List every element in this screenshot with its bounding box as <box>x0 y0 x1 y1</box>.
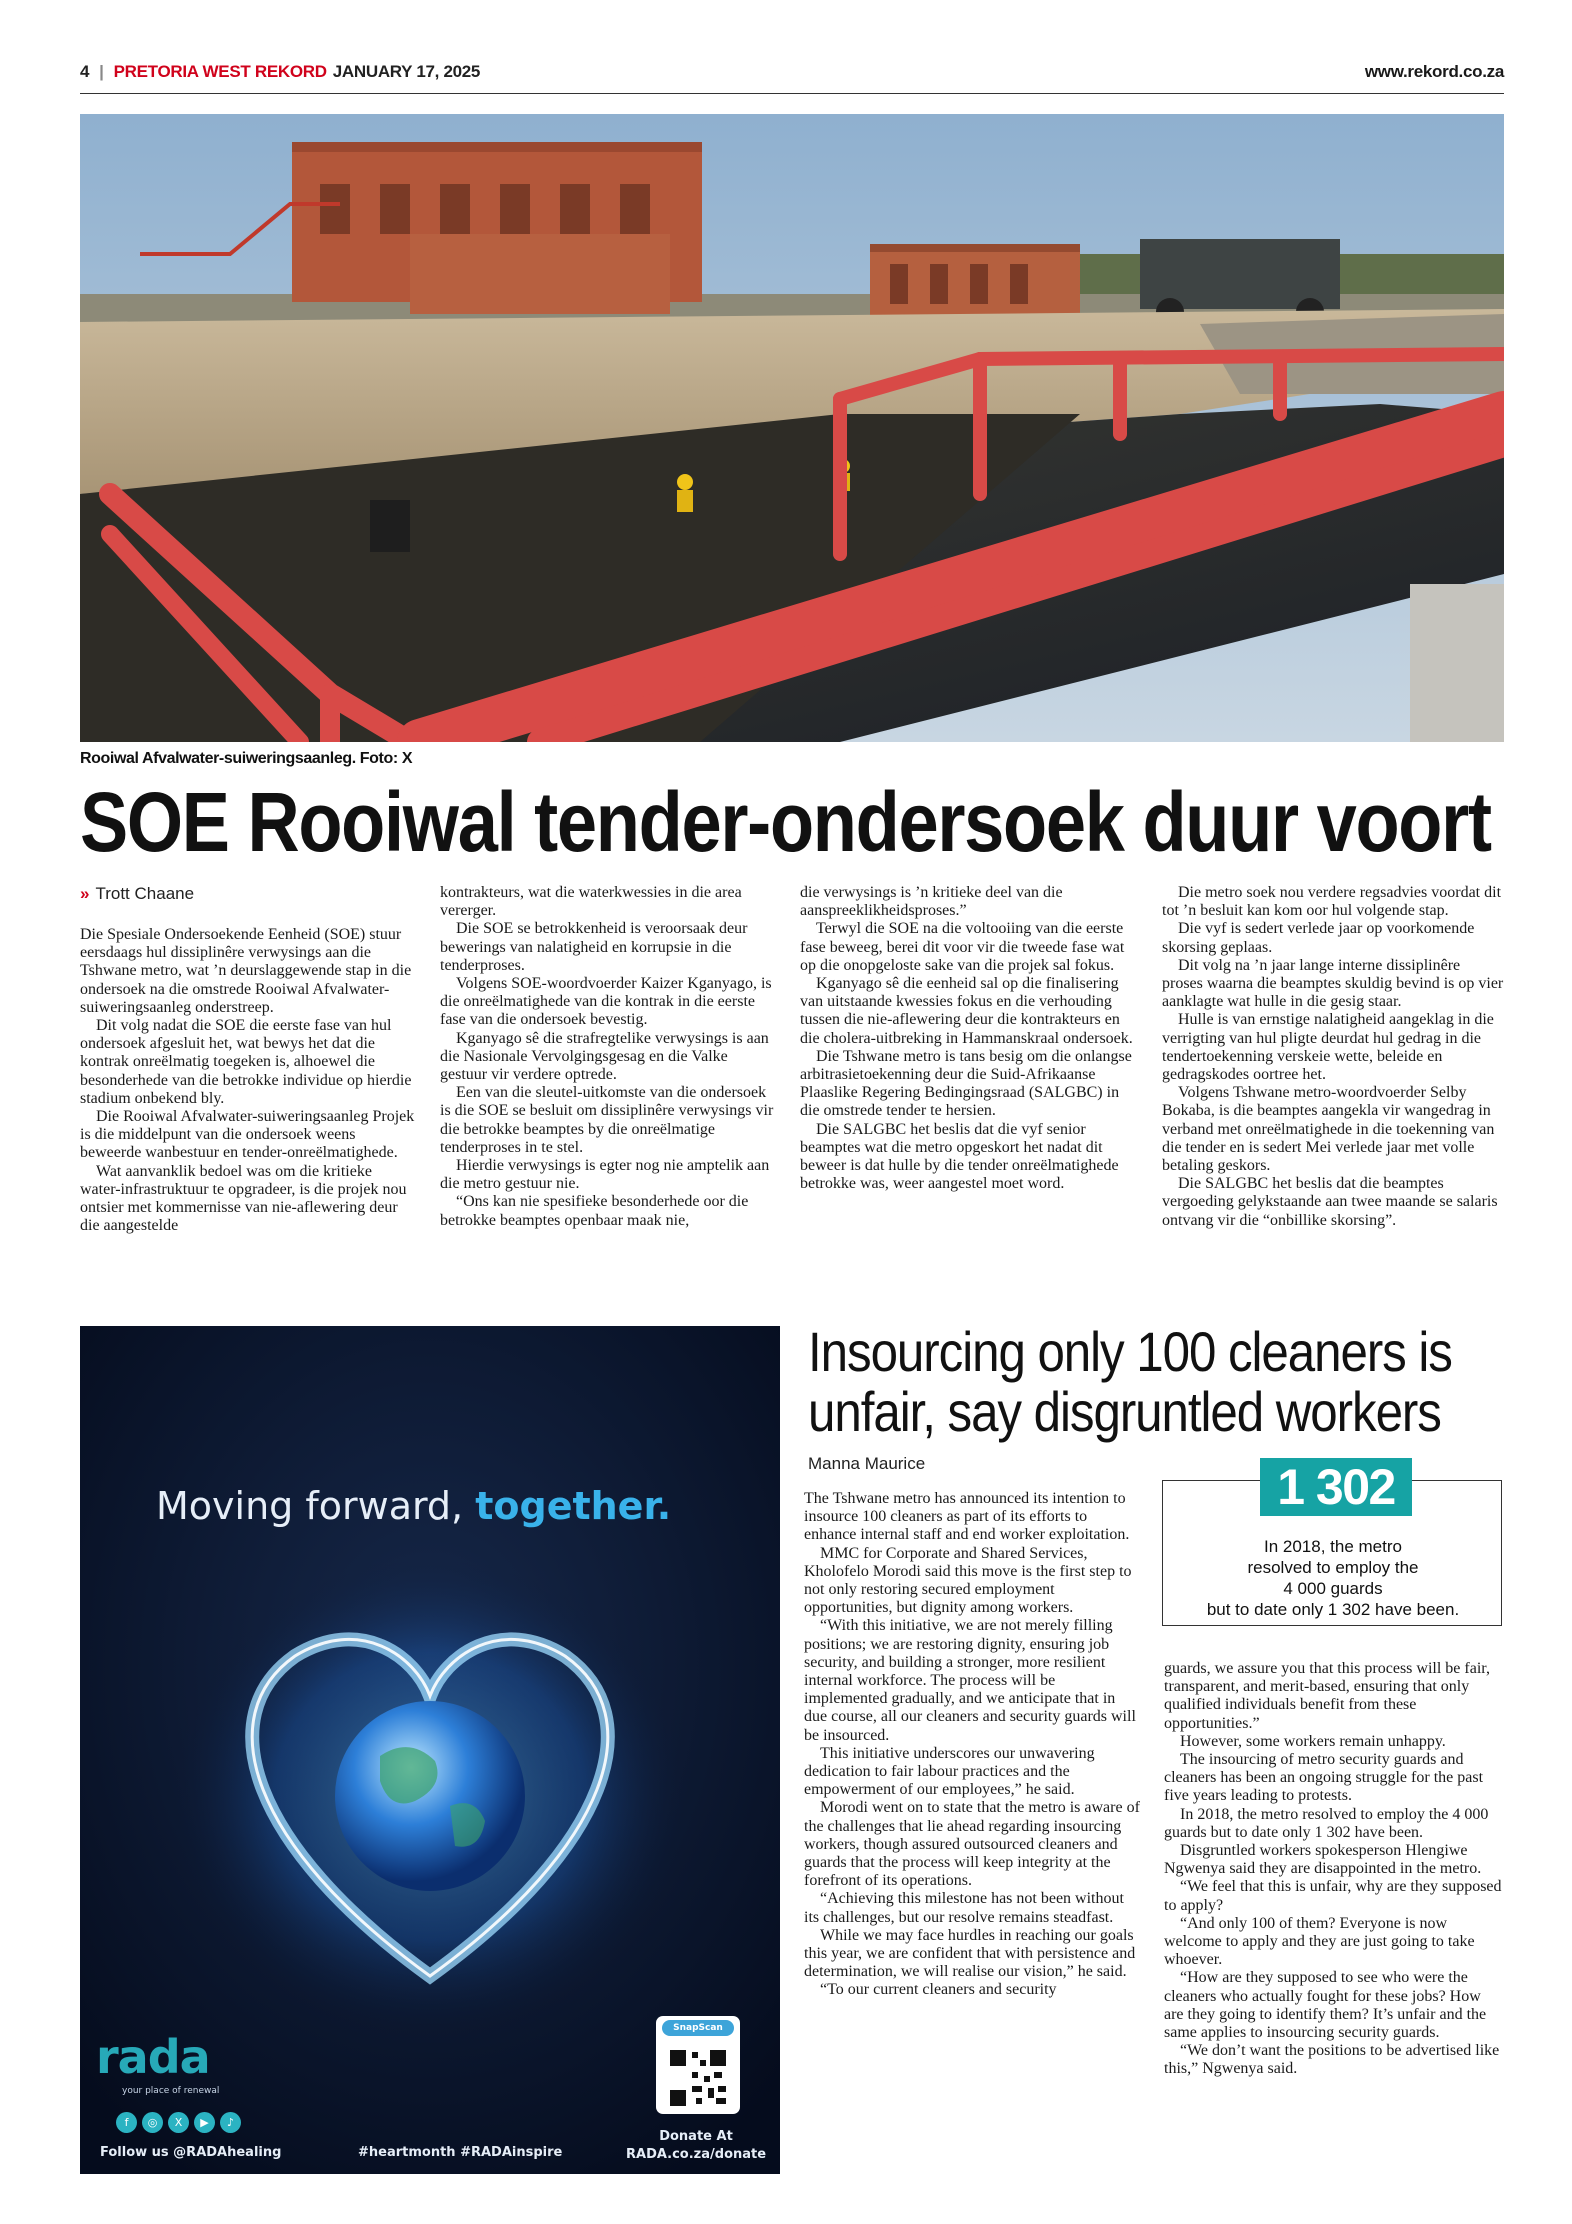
article2-headline-line2: unfair, say disgruntled workers <box>808 1380 1441 1443</box>
article2-byline: Manna Maurice <box>808 1454 926 1473</box>
paragraph: Disgruntled workers spokesperson Hlengiwe Ngwenya said they are disappointed in the metro. <box>1164 1842 1482 1878</box>
paragraph: guards, we assure you that this process will be fair, transparent, and merit-based, ensuring that only qualified individuals benefit from these opportunities.” <box>1164 1660 1490 1732</box>
fact-text <box>1170 1536 1496 1620</box>
publication-name: PRETORIA WEST REKORD <box>113 62 327 81</box>
paragraph: Morodi went on to state that the metro is aware of the challenges that lie ahead regarding insourcing workers, though assured outsourced cleaners and guards that the process will keep integrity at the forefront of its operations. <box>804 1799 1140 1890</box>
paragraph: “Achieving this milestone has not been without its challenges, but our resolve remains steadfast. <box>804 1890 1124 1926</box>
rada-logo: rada <box>96 2030 210 2084</box>
paragraph: “We feel that this is unfair, why are they supposed to apply? <box>1164 1878 1502 1914</box>
paragraph: die verwysings is ’n kritieke deel van die aanspreeklikheidsproses.” <box>800 884 1063 920</box>
tiktok-icon[interactable]: ♪ <box>220 2112 241 2133</box>
paragraph: “And only 100 of them? Everyone is now welcome to apply and they are just going to take whoever. <box>1164 1914 1475 1969</box>
paragraph: The insourcing of metro security guards and cleaners has been an ongoing struggle for the past five years leading to protests. <box>1164 1751 1484 1805</box>
ad-tagline-main: Moving forward, <box>156 1484 476 1528</box>
paragraph: “To our current cleaners and security <box>820 1981 1057 1999</box>
article2-column-1 <box>804 1490 1142 2000</box>
paragraph: “How are they supposed to see who were the cleaners who actually fought for these jobs? How are they going to identify them? It’s unfair and the same applies to insourcing security guards. <box>1164 1969 1487 2042</box>
article2-headline-line1: Insourcing only 100 cleaners is <box>808 1320 1452 1383</box>
paragraph: In 2018, the metro resolved to employ the 4 000 guards but to date only 1 302 have been. <box>1164 1805 1489 1841</box>
header-separator: | <box>99 62 104 81</box>
fact-number: 1 302 <box>1260 1458 1412 1516</box>
paragraph: Die Tshwane metro is tans besig om die onlangse arbitrasietoekenning deur die Suid-Afrikaanse Plaaslike Regering Bedingingsraad (SALGBC) in die omstrede tender te hersien. <box>800 1047 1132 1120</box>
paragraph: Dit volg nadat die SOE die eerste fase van hul ondersoek afgesluit het, wat bewys het dat die kontrak onreëlmatig toegeken is, alhoewel die besonderhede van die betrokke individue op hierdie stadium onbekend bly. <box>80 1017 412 1107</box>
rada-slogan: your place of renewal <box>122 2086 220 2096</box>
paragraph: Die SOE se betrokkenheid is veroorsaak deur bewerings van nalatigheid en korrupsie in die tenderproses. <box>440 920 748 974</box>
paragraph: “With this initiative, we are not merely filling positions; we are restoring dignity, ensuring job security, and building a stronger, more resilient internal workforce. The process will be implemented gradually, and we anticipate that in due course, all our cleaners and security guards will be insourced. <box>804 1617 1136 1744</box>
article2-column-2 <box>1164 1660 1504 2079</box>
article1-headline: SOE Rooiwal tender-ondersoek duur voort <box>80 775 1491 869</box>
x-icon[interactable]: X <box>168 2112 189 2133</box>
paragraph: However, some workers remain unhappy. <box>1180 1732 1446 1750</box>
paragraph: The Tshwane metro has announced its intention to insource 100 cleaners as part of its efforts to enhance internal staff and end worker exploitation. <box>804 1490 1130 1544</box>
article1-column-3 <box>800 884 1140 1193</box>
paragraph: This initiative underscores our unwavering dedication to fair labour practices and the empowerment of our employees,” he said. <box>804 1744 1095 1799</box>
ad-donate[interactable] <box>626 2128 766 2164</box>
paragraph: Die Spesiale Ondersoekende Eenheid (SOE) stuur eersdaags hul dissiplinêre verwysings aan die Tshwane metro, wat ’n deurslaggewende stap in die ondersoek na die omstrede Rooiwal Afvalwater-suiweringsaanleg onderstreep. <box>80 926 412 1016</box>
page-number: 4 <box>80 62 90 81</box>
article1-column-2 <box>440 884 776 1230</box>
ad-tagline <box>156 1484 671 1528</box>
paragraph: Hulle is van ernstige nalatigheid aangeklag in die verrigting van hul pligte deurdat hul gedrag in die tendertoekenning verskeie wette, beleide en gedragskodes oortree het. <box>1162 1011 1494 1084</box>
photo-caption: Rooiwal Afvalwater-suiweringsaanleg. Foto: X <box>80 750 413 767</box>
paragraph: MMC for Corporate and Shared Services, Kholofelo Morodi said this move is the first step to not only restoring secured employment opportunities, but dignity among workers. <box>804 1544 1132 1617</box>
article1-column-4 <box>1162 884 1504 1230</box>
paragraph: Die SALGBC het beslis dat die vyf senior beamptes wat die metro opgeskort het nadat dit beweer is dat hulle by die tender onreëlmatighede betrokke was, weer aangestel moet word. <box>800 1120 1119 1193</box>
treatment-plant-illustration <box>80 114 1504 742</box>
paragraph: Die SALGBC het beslis dat die beamptes vergoeding gelykstaande aan twee maande se salaris ontvang vir die “onbillike skorsing”. <box>1162 1175 1498 1229</box>
paragraph: While we may face hurdles in reaching our goals this year, we are confident that with persistence and determination, we will realise our vision,” he said. <box>804 1926 1136 1981</box>
paragraph: Wat aanvanklik bedoel was om die kritieke water-infrastruktuur te opgradeer, is die projek nou ontsier met kommernisse van nie-aflewering deur die aangestelde <box>80 1162 407 1235</box>
paragraph: Kganyago sê die eenheid sal op die finalisering van uitstaande kwessies fokus en die verhouding tussen die nie-aflewering deur die kontrakteurs en die cholera-uitbreking in Hammanskraal ondersoek. <box>800 975 1133 1047</box>
page-header <box>80 60 1504 94</box>
paragraph: Een van die sleutel-uitkomste van die ondersoek is die SOE se besluit om dissiplinêre verwysings vir die betrokke beamptes by die onreëlmatige tenderproses in te stel. <box>440 1084 774 1156</box>
paragraph: Kganyago sê die strafregtelike verwysings is aan die Nasionale Vervolgingsgesag en die Valke gestuur vir verdere optrede. <box>440 1029 769 1084</box>
ad-hashtags: #heartmonth #RADAinspire <box>358 2145 563 2160</box>
header-left <box>80 62 480 82</box>
paragraph: Dit volg na ’n jaar lange interne dissiplinêre proses waarna die beamptes skuldig bevind is op vier aanklagte wat hulle in die gesig staar. <box>1162 956 1504 1011</box>
paragraph: “Ons kan nie spesifieke besonderhede oor die betrokke beamptes openbaar maak nie, <box>440 1193 749 1229</box>
paragraph: “We don’t want the positions to be advertised like this,” Ngwenya said. <box>1164 2042 1500 2078</box>
donate-url[interactable]: RADA.co.za/donate <box>626 2147 767 2162</box>
paragraph: Volgens Tshwane metro-woordvoerder Selby Bokaba, is die beamptes aangekla vir wangedrag in verband met onreëlmatighede in die toekenning van die tender en is sedert Mei verlede jaar met volle betaling geskors. <box>1162 1084 1495 1175</box>
website-url[interactable]: www.rekord.co.za <box>1364 62 1504 81</box>
paragraph: Die metro soek nou verdere regsadvies voordat dit tot ’n besluit kan kom oor hul volgende stap. <box>1162 884 1502 920</box>
ad-tagline-highlight: together. <box>475 1484 672 1528</box>
paragraph: Volgens SOE-woordvoerder Kaizer Kganyago, is die onreëlmatighede van die kontrak in die eerste fase van die ondersoek bevestig. <box>440 975 772 1029</box>
issue-date: JANUARY 17, 2025 <box>332 62 481 81</box>
fact-line: resolved to employ the <box>1247 1558 1419 1577</box>
fact-line: In 2018, the metro <box>1264 1537 1402 1556</box>
instagram-icon[interactable]: ◎ <box>142 2112 163 2133</box>
ad-follow-text: Follow us @RADAhealing <box>100 2145 282 2160</box>
fact-line: 4 000 guards <box>1283 1579 1383 1598</box>
paragraph: Hierdie verwysings is egter nog nie amptelik aan die metro gestuur nie. <box>440 1157 770 1193</box>
article2-headline <box>808 1320 1452 1443</box>
paragraph: Terwyl die SOE na die voltooiing van die eerste fase beweeg, berei dit voor vir die tweede fase wat op die onopgeloste sake van die projek sal fokus. <box>800 920 1125 974</box>
youtube-icon[interactable]: ▶ <box>194 2112 215 2133</box>
article1-author: Trott Chaane <box>95 884 195 903</box>
byline-arrow-icon: » <box>80 884 90 903</box>
donate-label: Donate At <box>659 2129 733 2144</box>
snapscan-badge: SnapScan <box>662 2020 734 2036</box>
paragraph: Die Rooiwal Afvalwater-suiweringsaanleg Projek is die middelpunt van die ondersoek weens beweerde wanbestuur en tender-onreëlmatighede. <box>80 1108 415 1162</box>
paragraph: Die vyf is sedert verlede jaar op voorkomende skorsing geplaas. <box>1162 920 1475 956</box>
article1-column-1 <box>80 926 416 1235</box>
article1-byline <box>80 884 194 904</box>
fact-line: but to date only 1 302 have been. <box>1206 1600 1460 1619</box>
paragraph: kontrakteurs, wat die waterkwessies in die area vererger. <box>440 884 742 920</box>
lead-photo <box>80 114 1504 742</box>
facebook-icon[interactable]: f <box>116 2112 137 2133</box>
